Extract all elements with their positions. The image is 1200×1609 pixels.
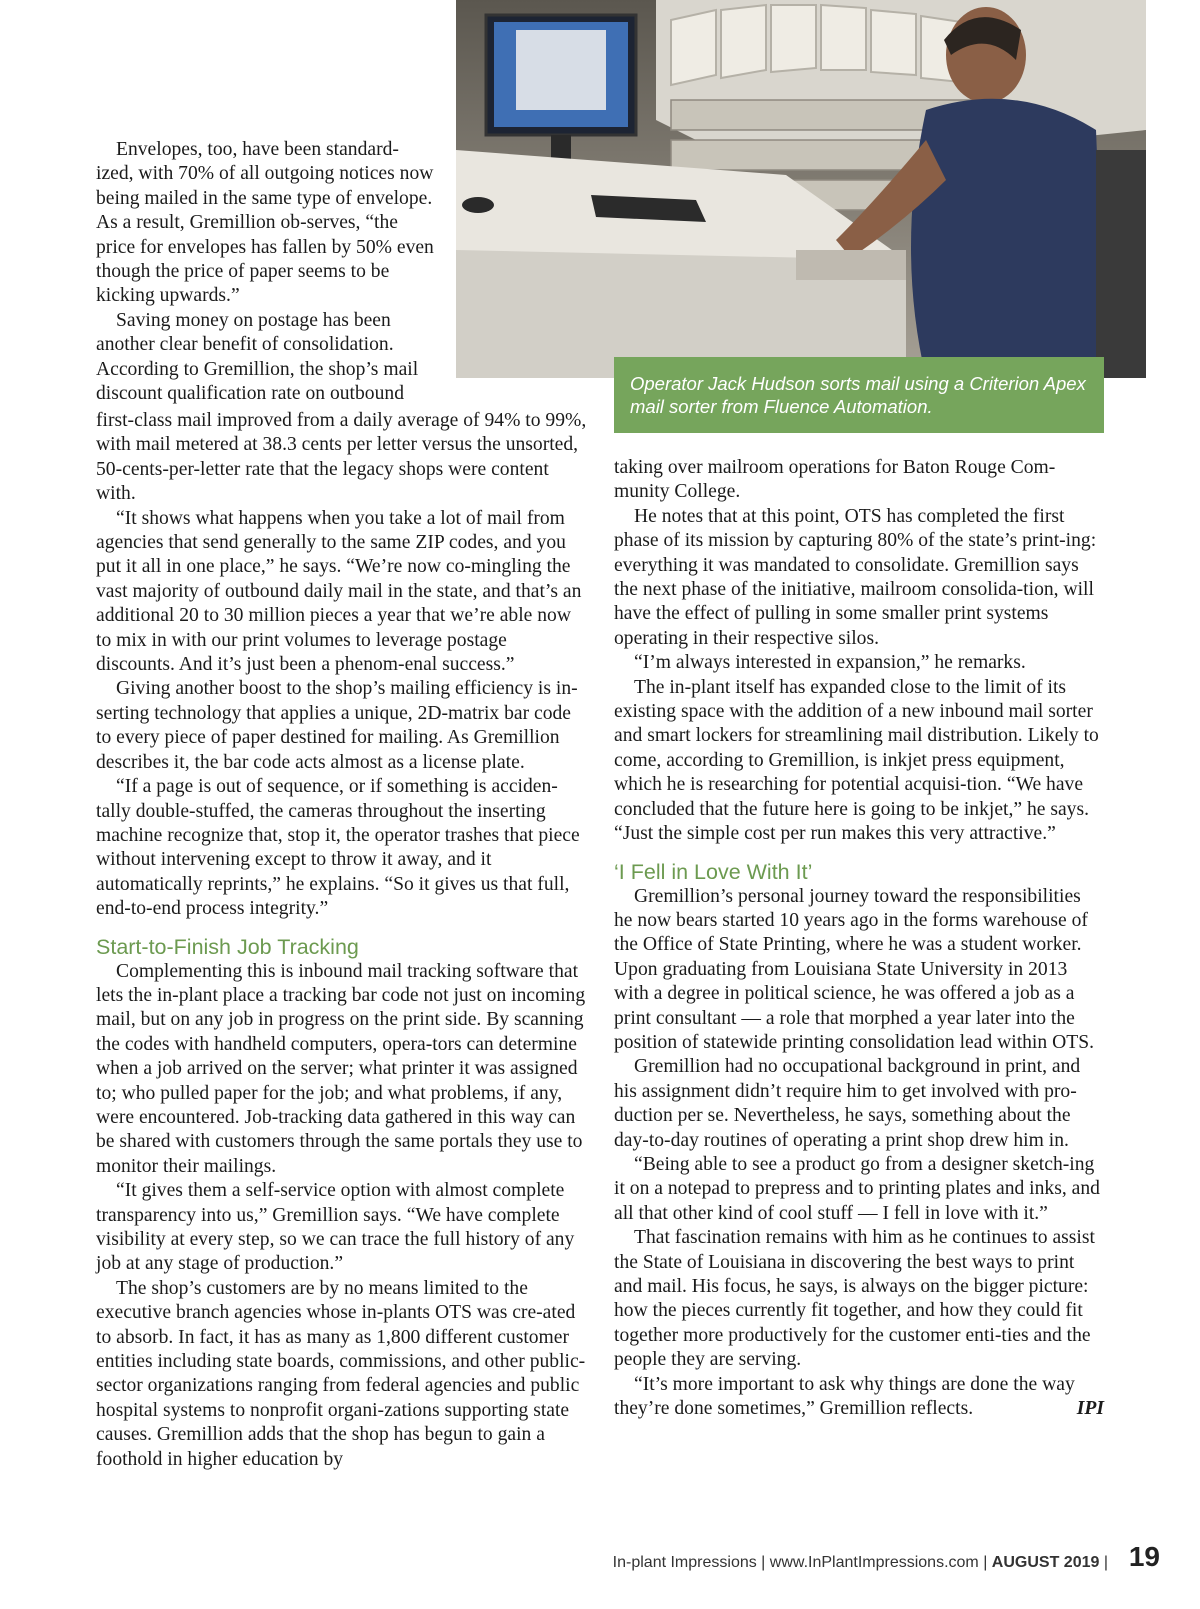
paragraph: “It gives them a self-service option with almost complete transparency into us,” Gremillion says. “We have complete visibility at every step, so we can trace the full history of any job at any stage of production.” bbox=[96, 1180, 575, 1275]
paragraph: “Being able to see a product go from a designer sketch-ing it on a notepad to prepress and to printing plates and inks, and all that other kind of cool stuff — I fell in love with it.” bbox=[614, 1153, 1100, 1224]
paragraph: first-class mail improved from a daily average of 94% to 99%, with mail metered at 38.3 cents per letter versus the unsorted, 50-cents-per-letter rate that the legacy shops were content with. bbox=[96, 410, 587, 505]
section-heading: ‘I Fell in Love With It’ bbox=[614, 859, 813, 884]
separator: | bbox=[756, 1554, 770, 1571]
paragraph: Gremillion’s personal journey toward the responsibilities he now bears started 10 years ago in the forms warehouse of the Office of State Printing, where he was a student worker. Upon graduating from Louisiana State University in 2013 with a degree in political science, he was offered a job as a print consultant — a role that morphed a year later into the position of statewide printing consolidation lead within OTS. bbox=[614, 885, 1094, 1053]
column-right bbox=[614, 456, 1104, 1421]
paragraph: He notes that at this point, OTS has completed the first phase of its mission by capturing 80% of the state’s print-ing: everything it was mandated to consolidate. Gremillion says the next phase of the initiative, mailroom consolida-tion, will have the effect of pulling in some smaller print systems operating in their respective silos. bbox=[614, 505, 1097, 649]
paragraph: Complementing this is inbound mail tracking software that lets the in-plant place a tracking bar code not just on incoming mail, but on any job in progress on the print side. By scanning the codes with handheld computers, opera-tors can determine when a job arrived on the server; what printer it was assigned to; who pulled paper for the job; and what problems, if any, were encountered. Job-tracking data gathered in this way can be shared with customers through the same portals they use to monitor their mailings. bbox=[96, 960, 586, 1177]
separator: | bbox=[978, 1554, 992, 1571]
paragraph: taking over mailroom operations for Baton Rouge Com-munity College. bbox=[614, 457, 1056, 503]
signature-mark: IPI bbox=[1076, 1398, 1104, 1420]
publication-name: In-plant Impressions bbox=[612, 1554, 757, 1571]
separator: | bbox=[1099, 1554, 1108, 1571]
paragraph: Envelopes, too, have been standard-ized, with 70% of all outgoing notices now being mailed in the same type of envelope. As a result, Gremillion ob-serves, “the price for envelopes has fallen by 50% even though the price of paper seems to be kicking upwards.” bbox=[96, 139, 434, 307]
issue-date: AUGUST 2019 bbox=[991, 1554, 1100, 1571]
page-number: 19 bbox=[1128, 1541, 1160, 1572]
paragraph: “If a page is out of sequence, or if something is acciden-tally double-stuffed, the cameras throughout the inserting machine recognize that, stop it, the operator trashes that piece without intervening except to throw it away, and it automatically reprints,” he explains. “So it gives us that full, end-to-end process integrity.” bbox=[96, 776, 580, 920]
section-heading: Start-to-Finish Job Tracking bbox=[96, 934, 359, 959]
paragraph: Giving another boost to the shop’s mailing efficiency is in-serting technology that applies a unique, 2D-matrix bar code to every piece of paper destined for mailing. As Gremillion describes it, the bar code acts almost as a license plate. bbox=[96, 678, 578, 773]
paragraph: Gremillion had no occupational background in print, and his assignment didn’t require him to get involved with pro-duction per se. Nevertheless, he says, something about the day-to-day routines of operating a print shop drew him in. bbox=[614, 1056, 1081, 1151]
paragraph: “I’m always interested in expansion,” he remarks. bbox=[634, 652, 1026, 674]
paragraph bbox=[614, 1373, 1104, 1422]
column-left bbox=[96, 409, 590, 1472]
paragraph: That fascination remains with him as he continues to assist the State of Louisiana in discovering the best ways to print and mail. His focus, he says, is always on the bigger picture: how the pieces currently fit together, and how they could fit together more productively for the customer enti-ties and the people they are serving. bbox=[614, 1227, 1095, 1371]
photo-caption: Operator Jack Hudson sorts mail using a Criterion Apex mail sorter from Fluence Automation. bbox=[614, 357, 1104, 433]
website-link[interactable]: www.InPlantImpressions.com bbox=[769, 1554, 979, 1571]
page-footer bbox=[560, 1538, 1160, 1578]
paragraph: The in-plant itself has expanded close to the limit of its existing space with the addition of a new inbound mail sorter and smart lockers for streamlining mail distribution. Likely to come, according to Gremillion, is inkjet press equipment, which he is researching for potential acquisi-tion. “We have concluded that the future here is going to be inkjet,” he says. “Just the simple cost per run makes this very attractive.” bbox=[614, 676, 1099, 845]
closing-text: “It’s more important to ask why things are done the way they’re done sometimes,” Gremillion reflects. bbox=[614, 1373, 1075, 1420]
column-left-top bbox=[96, 138, 436, 406]
paragraph: Saving money on postage has been another clear benefit of consolidation. According to Gremillion, the shop’s mail discount qualification rate on outbound bbox=[96, 309, 419, 405]
paragraph: “It shows what happens when you take a lot of mail from agencies that send generally to the same ZIP codes, and you put it all in one place,” he says. “We’re now co-mingling the vast majority of outbound daily mail in the state, and that’s an additional 20 to 30 million pieces a year that we’re able now to mix in with our print volumes to leverage postage discounts. And it’s just been a phenom-enal success.” bbox=[96, 507, 582, 676]
mail-sorter-photo bbox=[456, 0, 1146, 378]
paragraph: The shop’s customers are by no means limited to the executive branch agencies whose in-plants OTS was cre-ated to absorb. In fact, it has as many as 1,800 different customer entities including state boards, commissions, and other public-sector organizations ranging from federal agencies and public hospital systems to nonprofit organi-zations supporting state causes. Gremillion adds that the shop has begun to gain a foothold in higher education by bbox=[96, 1277, 586, 1470]
article-photo bbox=[456, 0, 1146, 378]
footer-line bbox=[613, 1554, 1108, 1572]
